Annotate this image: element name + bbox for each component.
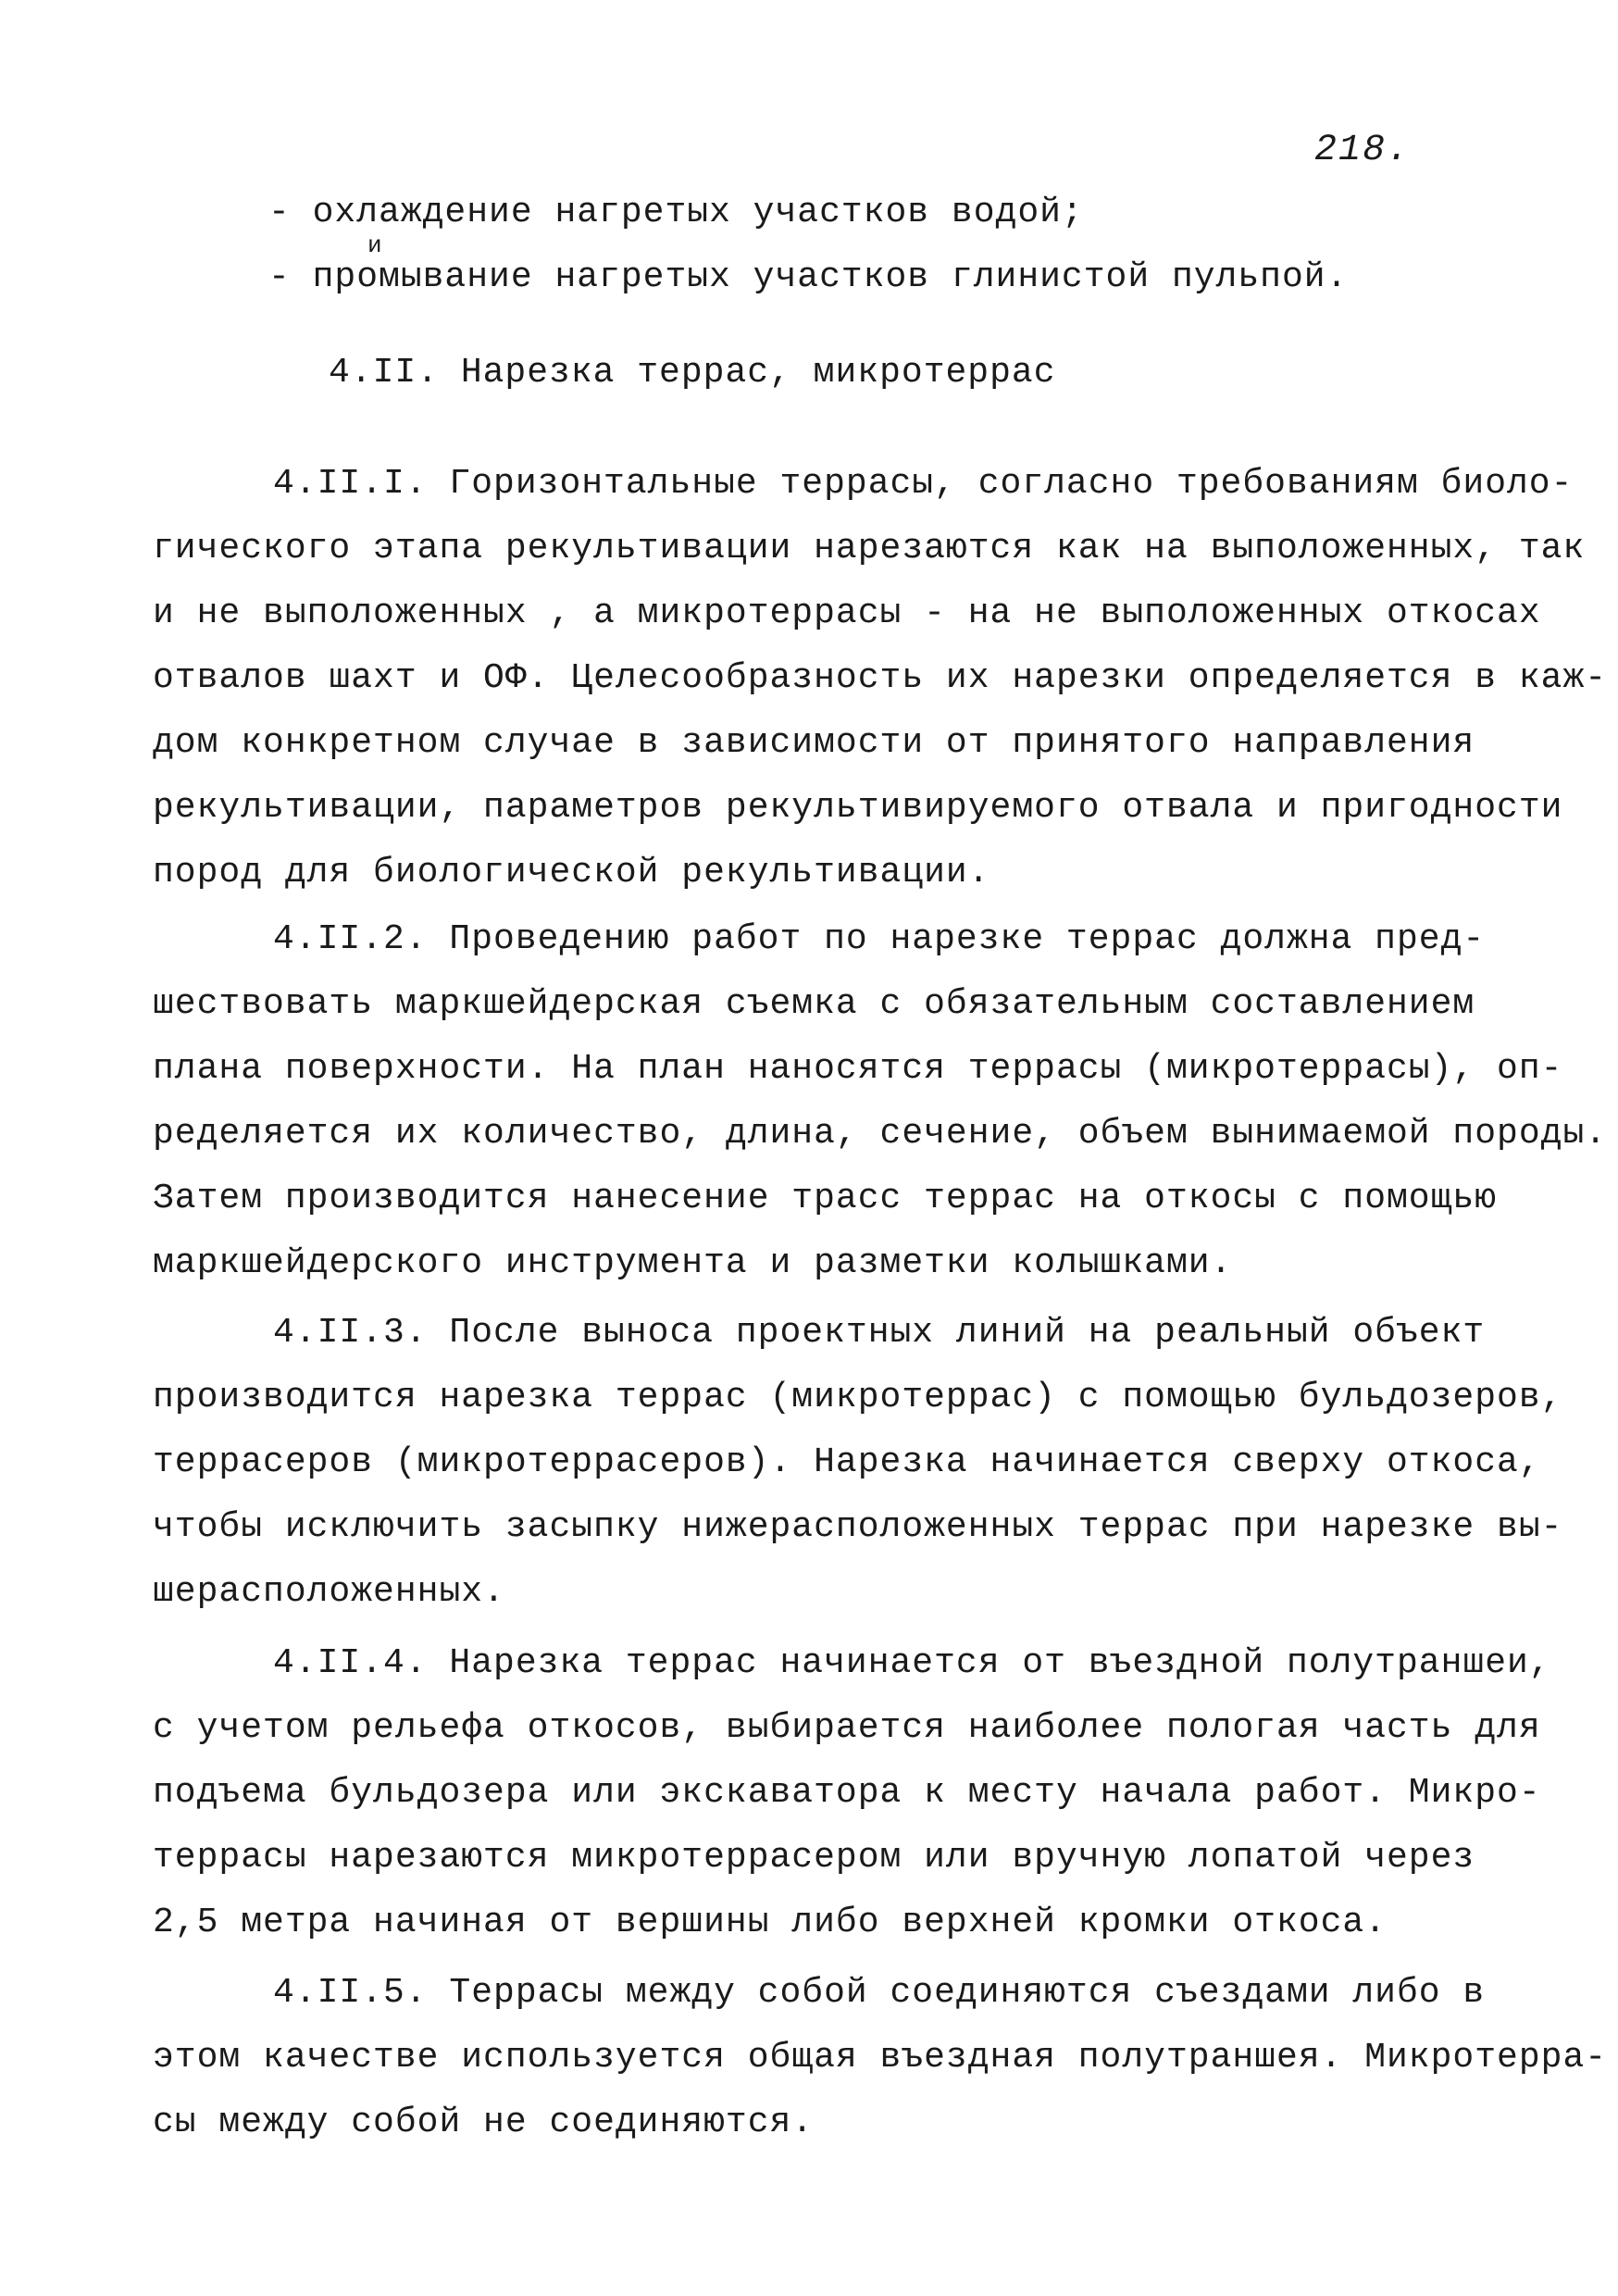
paragraph-line: этом качестве используется общая въездная полутраншея. Микротерра-: [153, 2038, 1608, 2078]
handwritten-correction: и: [367, 231, 382, 259]
paragraph-line: 2,5 метра начиная от вершины либо верхней кромки откоса.: [153, 1903, 1388, 1942]
paragraph-line: чтобы исключить засыпку нижерасположенных террас при нарезке вы-: [153, 1507, 1563, 1547]
paragraph-line: террасеров (микротеррасеров). Нарезка начинается сверху откоса,: [153, 1442, 1541, 1482]
paragraph-line: шерасположенных.: [153, 1572, 505, 1612]
paragraph-line: пород для биологической рекультивации.: [153, 853, 990, 892]
paragraph-line: 4.II.4. Нарезка террас начинается от въездной полутраншеи,: [273, 1643, 1551, 1683]
paragraph-line: маркшейдерского инструмента и разметки колышками.: [153, 1243, 1233, 1283]
paragraph-line: Затем производится нанесение трасс террас на откосы с помощью: [153, 1179, 1498, 1218]
section-heading: 4.II. Нарезка террас, микротеррас: [329, 353, 1056, 393]
paragraph-line: гического этапа рекультивации нарезаются как на выположенных, так: [153, 529, 1586, 568]
paragraph-line: отвалов шахт и ОФ. Целесообразность их нарезки определяется в каж-: [153, 658, 1608, 698]
paragraph-line: террасы нарезаются микротеррасером или вручную лопатой через: [153, 1838, 1475, 1878]
paragraph-line: 4.II.I. Горизонтальные террасы, согласно требованиям биоло-: [273, 464, 1574, 504]
paragraph-line: шествовать маркшейдерская съемка с обязательным составлением: [153, 984, 1475, 1024]
paragraph-line: дом конкретном случае в зависимости от принятого направления: [153, 723, 1475, 763]
paragraph-line: с учетом рельефа откосов, выбирается наиболее пологая часть для: [153, 1708, 1541, 1748]
paragraph-line: ределяется их количество, длина, сечение, объем вынимаемой породы.: [153, 1114, 1608, 1154]
paragraph-line: сы между собой не соединяются.: [153, 2103, 815, 2142]
paragraph-line: подъема бульдозера или экскаватора к месту начала работ. Микро-: [153, 1773, 1541, 1813]
paragraph-line: производится нарезка террас (микротеррас) с помощью бульдозеров,: [153, 1378, 1563, 1417]
paragraph-line: 4.II.3. После выноса проектных линий на реальный объект: [273, 1313, 1486, 1353]
paragraph-line: 4.II.5. Террасы между собой соединяются съездами либо в: [273, 1973, 1486, 2013]
page-number: 218.: [1314, 130, 1412, 171]
paragraph-line: 4.II.2. Проведению работ по нарезке террас должна пред-: [273, 919, 1486, 959]
paragraph-line: и не выположенных , а микротеррасы - на не выположенных откосах: [153, 593, 1541, 633]
paragraph-line: рекультивации, параметров рекультивируемого отвала и пригодности: [153, 788, 1563, 828]
paragraph-line: плана поверхности. На план наносятся террасы (микротеррасы), оп-: [153, 1049, 1563, 1089]
bullet-item-flushing: - промывание нагретых участков глинистой пульпой.: [268, 257, 1349, 297]
bullet-item-cooling: - охлаждение нагретых участков водой;: [268, 193, 1084, 232]
